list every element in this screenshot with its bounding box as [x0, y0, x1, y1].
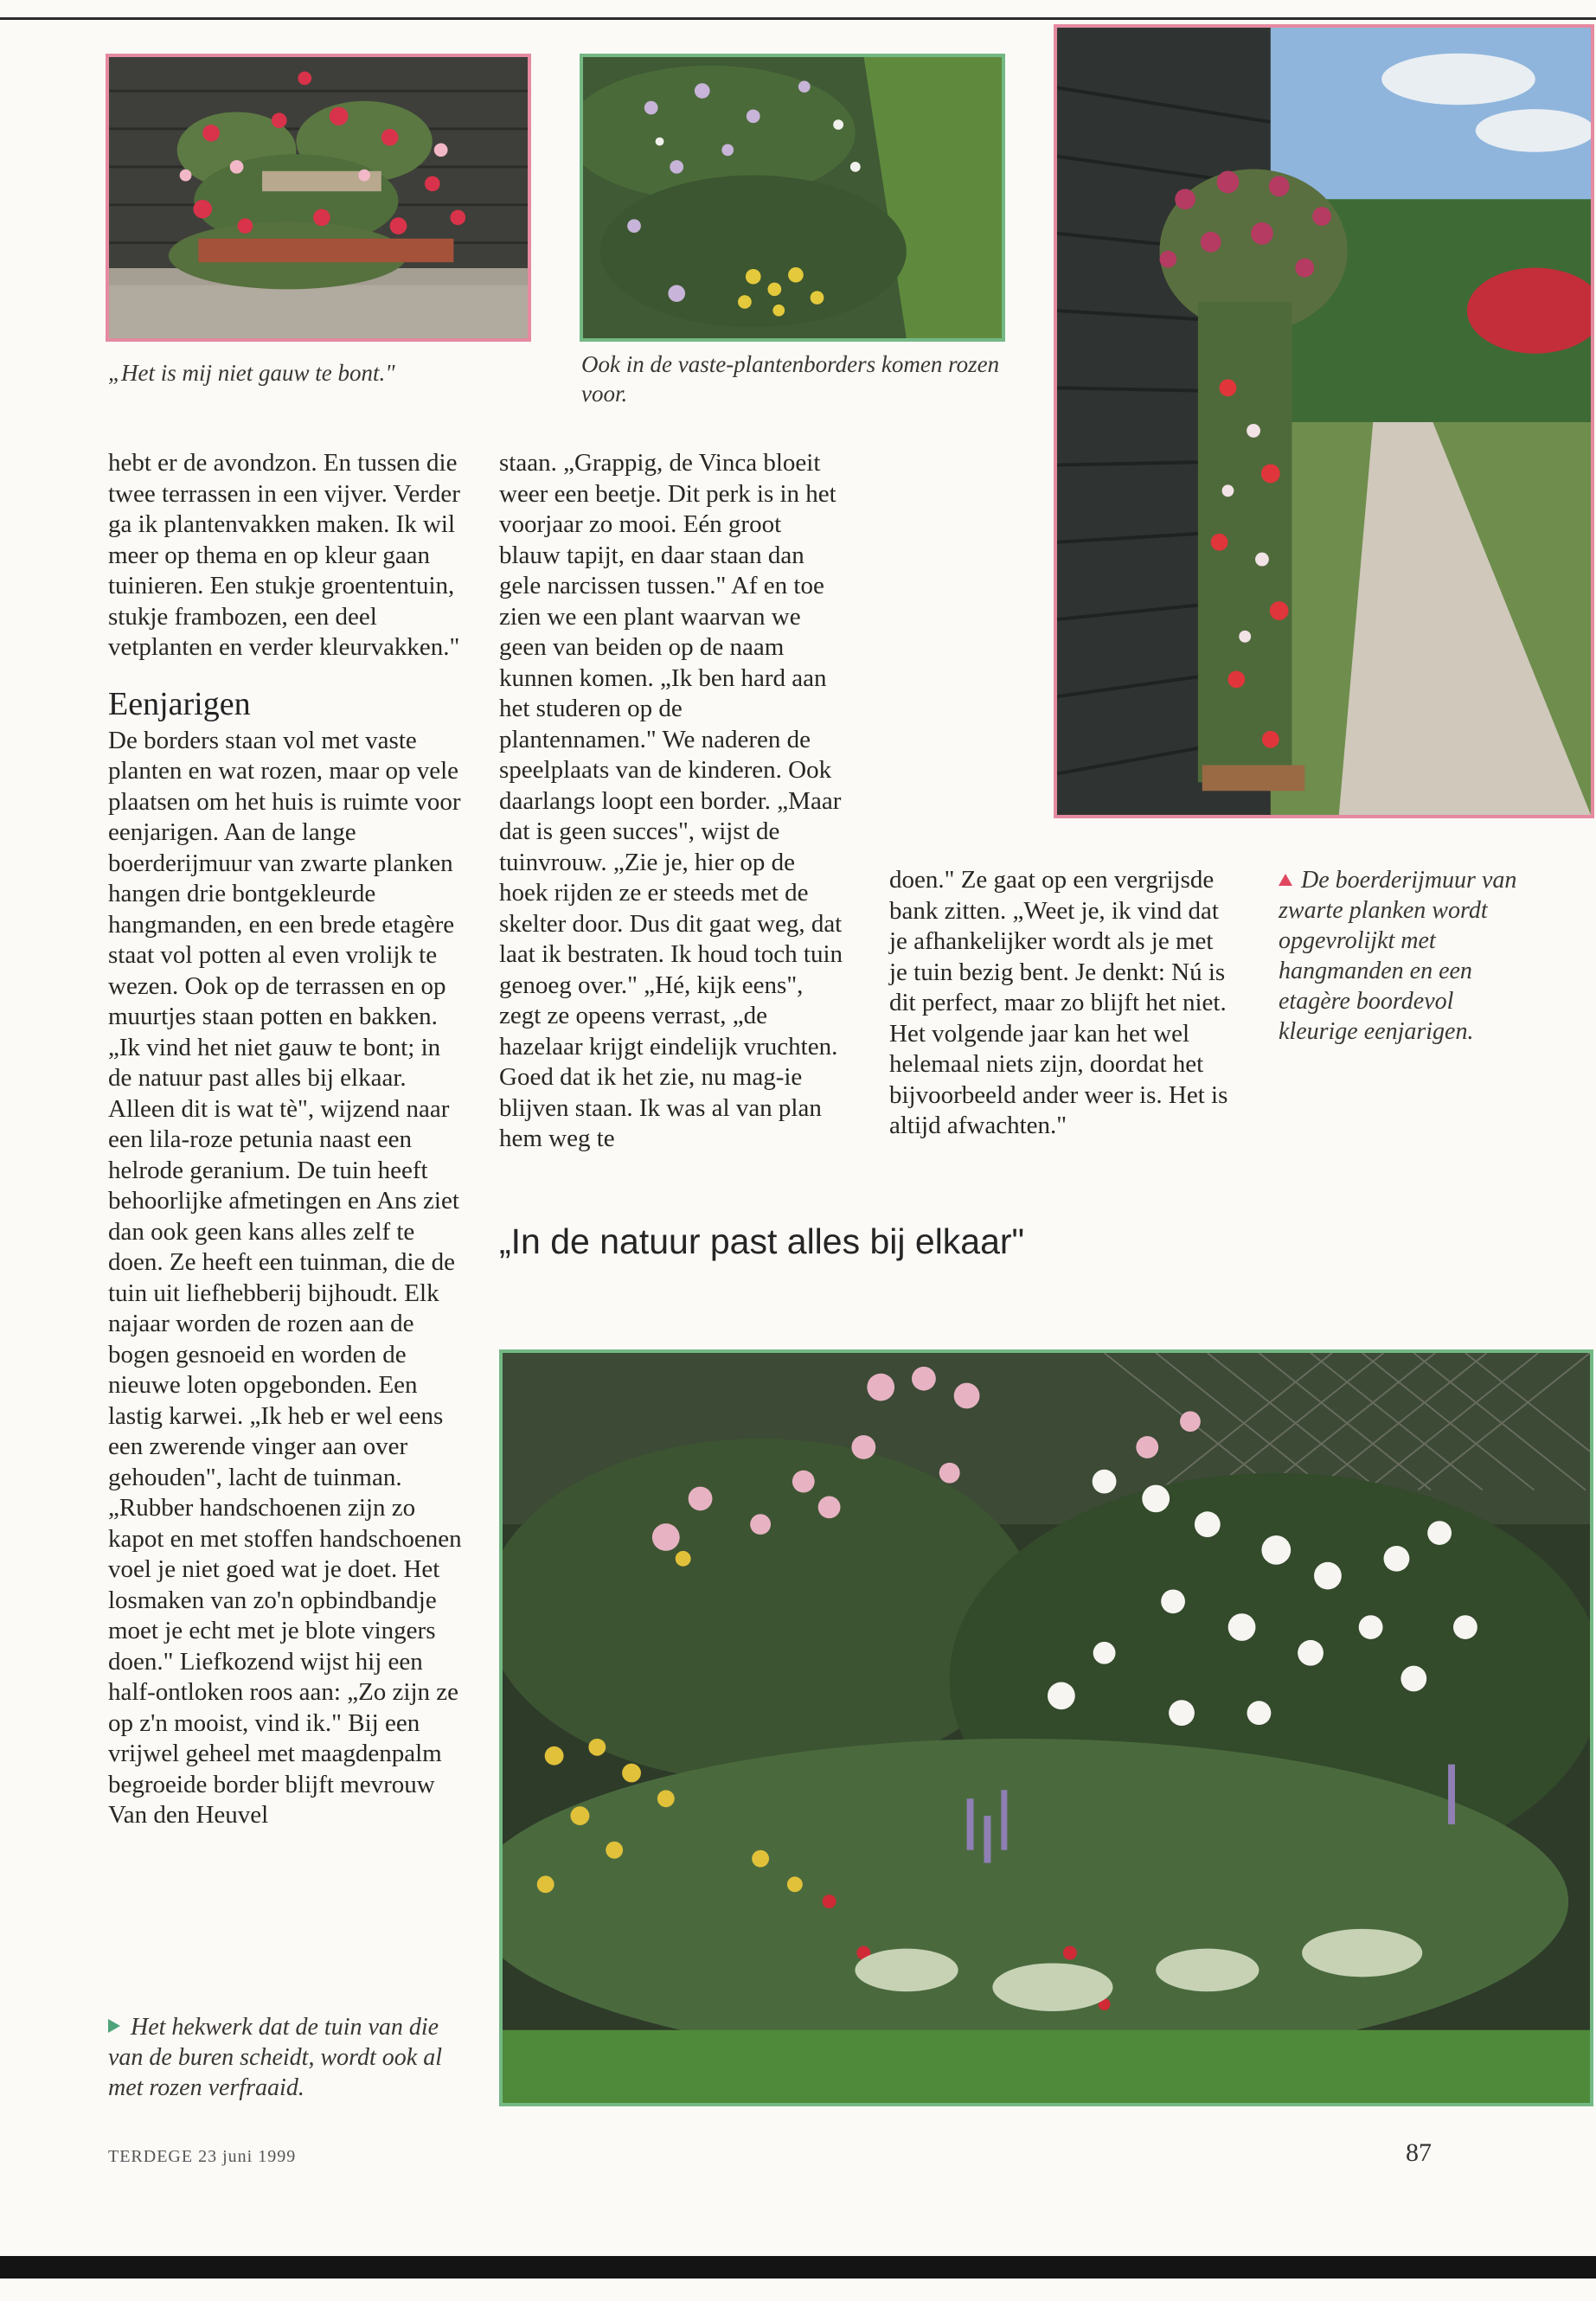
column-2-body: staan. „Grappig, de Vinca bloeit weer een beetje. Dit perk is in het voorjaar zo mooi. Eén groot blauw tapijt, en daar staan dan gele narcissen tussen." Af en toe zien we een plant waarvan we geen van beiden op de naam kunnen komen. „Ik ben hard aan het studeren op de plantennamen." We naderen de speelplaats van de kinderen. Ook daarlangs loopt een border. „Maar dat is geen succes", wijst de tuinvrouw. „Zie je, hier op de hoek rijden ze er steeds met de skelter door. Dus dit gaat weg, dat laat ik bestraten. Ik houd toch tuin genoeg over." „Hé, kijk eens", zegt ze opeens verrast, „de hazelaar krijgt eindelijk vruchten. Goed dat ik het zie, nu mag-ie blijven staan. Ik was al van plan hem weg te	[499, 449, 843, 1152]
column-1-intro: hebt er de avondzon. En tussen die twee terrassen in een vijver. Verder ga ik plantenvakken maken. Ik wil meer op thema en op kleur gaan tuinieren. Een stukje groententuin, stukje frambozen, een deel vetplanten en verder kleurvakken."	[108, 449, 460, 661]
red-triangle-marker-icon	[1279, 874, 1292, 886]
caption-fence-roses-text: Het hekwerk dat de tuin van die van de buren scheidt, wordt ook al met rozen verfraaid.	[108, 2014, 442, 2101]
caption-fence-roses	[108, 2012, 471, 2103]
caption-hanging-baskets: „Het is mij niet gauw te bont."	[108, 360, 395, 386]
column-1-body: De borders staan vol met vaste planten en wat rozen, maar op vele plaatsen om het huis is ruimte voor eenjarigen. Aan de lange boerderijmuur van zwarte planken hangen drie bontgekleurde hangmanden, en een brede etagère staat vol potten al even vrolijk te wezen. Ook op de terrassen en op muurtjes staan potten en bakken. „Ik vind het niet gauw te bont; in de natuur past alles bij elkaar. Alleen dit is wat tè", wijzend naar een lila-roze petunia naast een helrode geranium. De tuin heeft behoorlijke afmetingen en Ans ziet dan ook geen kans alles zelf te doen. Ze heeft een tuinman, die de tuin uit liefhebberij bijhoudt. Elk najaar worden de rozen aan de bogen gesnoeid en worden de nieuwe loten opgebonden. Een lastig karwei. „Ik heb er wel eens een zwerende vinger aan over gehouden", lacht de tuinman. „Rubber handschoenen zijn zo kapot en met stoffen handschoenen voel je niet goed wat je doet. Het losmaken van zo'n opbindbandje moet je echt met je blote vingers doen." Liefkozend wijst hij een half-ontloken roos aan: „Zo zijn ze op z'n mooist, vind ik." Bij een vrijwel geheel met maagdenpalm begroeide border blijft mevrouw Van den Heuvel	[108, 726, 462, 1829]
article-column-2	[499, 448, 845, 1155]
farm-wall-image	[1057, 28, 1591, 815]
fence-roses-image	[503, 1353, 1590, 2103]
caption-farm-wall-heading: De boerderijmuur	[1301, 867, 1476, 894]
caption-farm-wall	[1279, 865, 1529, 1047]
article-column-3	[889, 865, 1235, 1142]
footer-magazine-issue: TERDEGE 23 juni 1999	[108, 2147, 297, 2166]
photo-farm-wall	[1054, 24, 1594, 818]
green-triangle-marker-icon	[108, 2019, 120, 2033]
photo-fence-roses	[499, 1349, 1593, 2106]
column-3-body: doen." Ze gaat op een vergrijsde bank zitten. „Weet je, ik vind dat je afhankelijker wordt als je met je tuin bezig bent. Je denkt: Nú is dit perfect, maar zo blijft het niet. Het volgende jaar kan het wel helemaal niets zijn, doordat het bijvoorbeeld ander weer is. Het is altijd afwachten."	[889, 866, 1228, 1139]
page-number: 87	[1406, 2138, 1432, 2167]
article-column-1	[108, 448, 467, 1831]
caption-perennial-border: Ook in de vaste-plantenborders komen rozen voor.	[581, 351, 1000, 407]
photo-perennial-border	[580, 54, 1005, 342]
caption-farm-wall-text: van zwarte planken wordt opgevrolijkt met hangmanden en een etagère boordevol kleurige eenjarigen.	[1279, 867, 1517, 1045]
hanging-baskets-image	[109, 57, 528, 338]
pull-quote: „In de natuur past alles bij elkaar"	[499, 1221, 1025, 1261]
perennial-border-image	[583, 57, 1002, 338]
bottom-rule	[0, 2256, 1596, 2279]
photo-hanging-baskets	[106, 54, 531, 342]
top-rule	[0, 17, 1596, 20]
subheading-eenjarigen: Eenjarigen	[108, 685, 251, 722]
